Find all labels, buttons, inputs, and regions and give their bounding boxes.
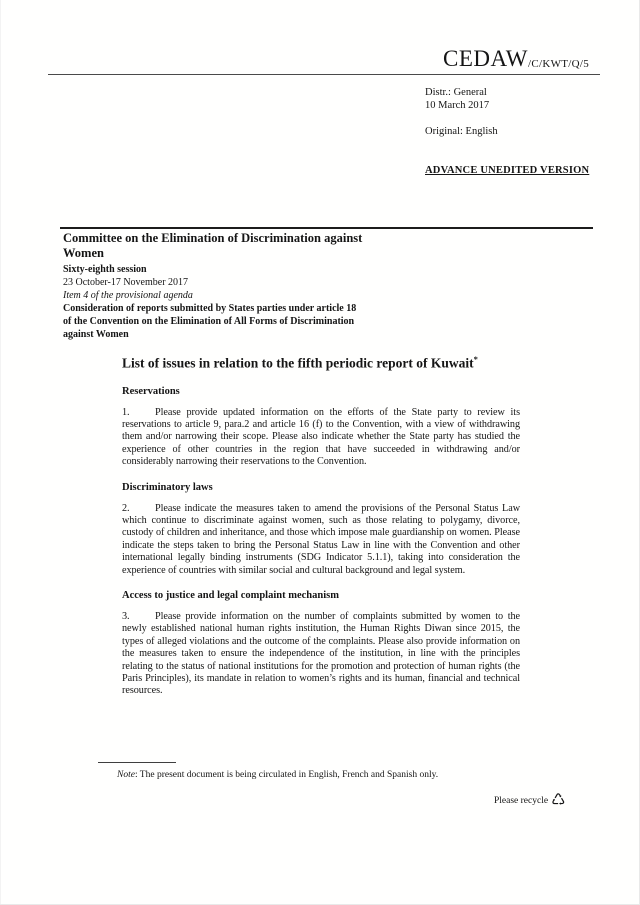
footnote-block [98,762,538,781]
document-masthead [443,46,589,72]
section-heading-access-to-justice: Access to justice and legal complaint mechanism [122,589,339,601]
footnote-rule [98,762,176,763]
paragraph-number: 3. [122,610,130,622]
paragraph-number: 2. [122,502,130,514]
footnote-body: : The present document is being circulated in English, French and Spanish only. [134,770,439,780]
document-code: /C/KWT/Q/5 [527,58,590,70]
committee-name: Committee on the Elimination of Discrimination against Women [63,231,363,260]
distr-line: Distr.: General [425,87,487,98]
recycle-icon: ♺ [551,790,566,809]
title-footnote-marker: * [473,354,478,364]
org-symbol: CEDAW [443,46,528,71]
recycle-footer [494,790,566,809]
agenda-title: Consideration of reports submitted by States parties under article 18 of the Convention on the Elimination of All Forms of Discrimination against Women [63,303,357,340]
distribution-block [425,86,498,138]
original-language-line: Original: English [425,126,498,137]
paragraph-1 [122,407,520,469]
committee-block [63,231,375,341]
session-dates: 23 October-17 November 2017 [63,277,189,288]
committee-rule [60,227,593,229]
footnote-label: Note [117,770,135,780]
paragraph-3 [122,611,520,698]
paragraph-text: Please indicate the measures taken to amend the provisions of the Personal Status Law which continue to discriminate against women, such as those relating to polygamy, divorce, custody of children and inheritance, and those which impose male guardianship on women. Please indicate the steps taken to bring the Personal Status Law in line with the Convention and other international legally binding instruments (SDG Indicator 5.1.1), taking into consideration the experience of countries with similar social and cultural background and legal system. [122,502,520,576]
document-body [122,350,520,698]
spacer [425,112,498,125]
section-heading-discriminatory-laws: Discriminatory laws [122,481,213,493]
header-rule [48,74,600,75]
session-label: Sixty-eighth session [63,264,147,275]
agenda-item: Item 4 of the provisional agenda [63,290,193,301]
advance-unedited-banner: ADVANCE UNEDITED VERSION [425,165,590,176]
paragraph-number: 1. [122,406,130,418]
paragraph-text: Please provide updated information on the efforts of the State party to review its reservations to article 9, para.2 and article 16 (f) to the Convention, with a view of withdrawing them and/or narrowing their scope. Please also indicate whether the State party has studied the experience of other countries in the region that have succeeded in withdrawing and/or considerably narrowing their reservations to the Convention. [122,406,520,468]
date-line: 10 March 2017 [425,100,490,111]
paragraph-2 [122,503,520,577]
recycle-label: Please recycle [494,796,549,806]
page-title-text: List of issues in relation to the fifth periodic report of Kuwait [122,355,474,371]
section-heading-reservations: Reservations [122,385,180,397]
page-title [122,350,504,373]
paragraph-text: Please provide information on the number of complaints submitted by women to the newly established national human rights institution, the Human Rights Diwan since 2015, the types of alleged violations and the outcome of the complaints. Please also provide information on the measures taken to ensure the independence of the institution, in line with the principles relating to the status of national institutions for the promotion and protection of human rights (the Paris Principles), its mandate in relation to women’s rights and its human, financial and technical resources. [122,610,520,697]
footnote-text [98,769,538,781]
